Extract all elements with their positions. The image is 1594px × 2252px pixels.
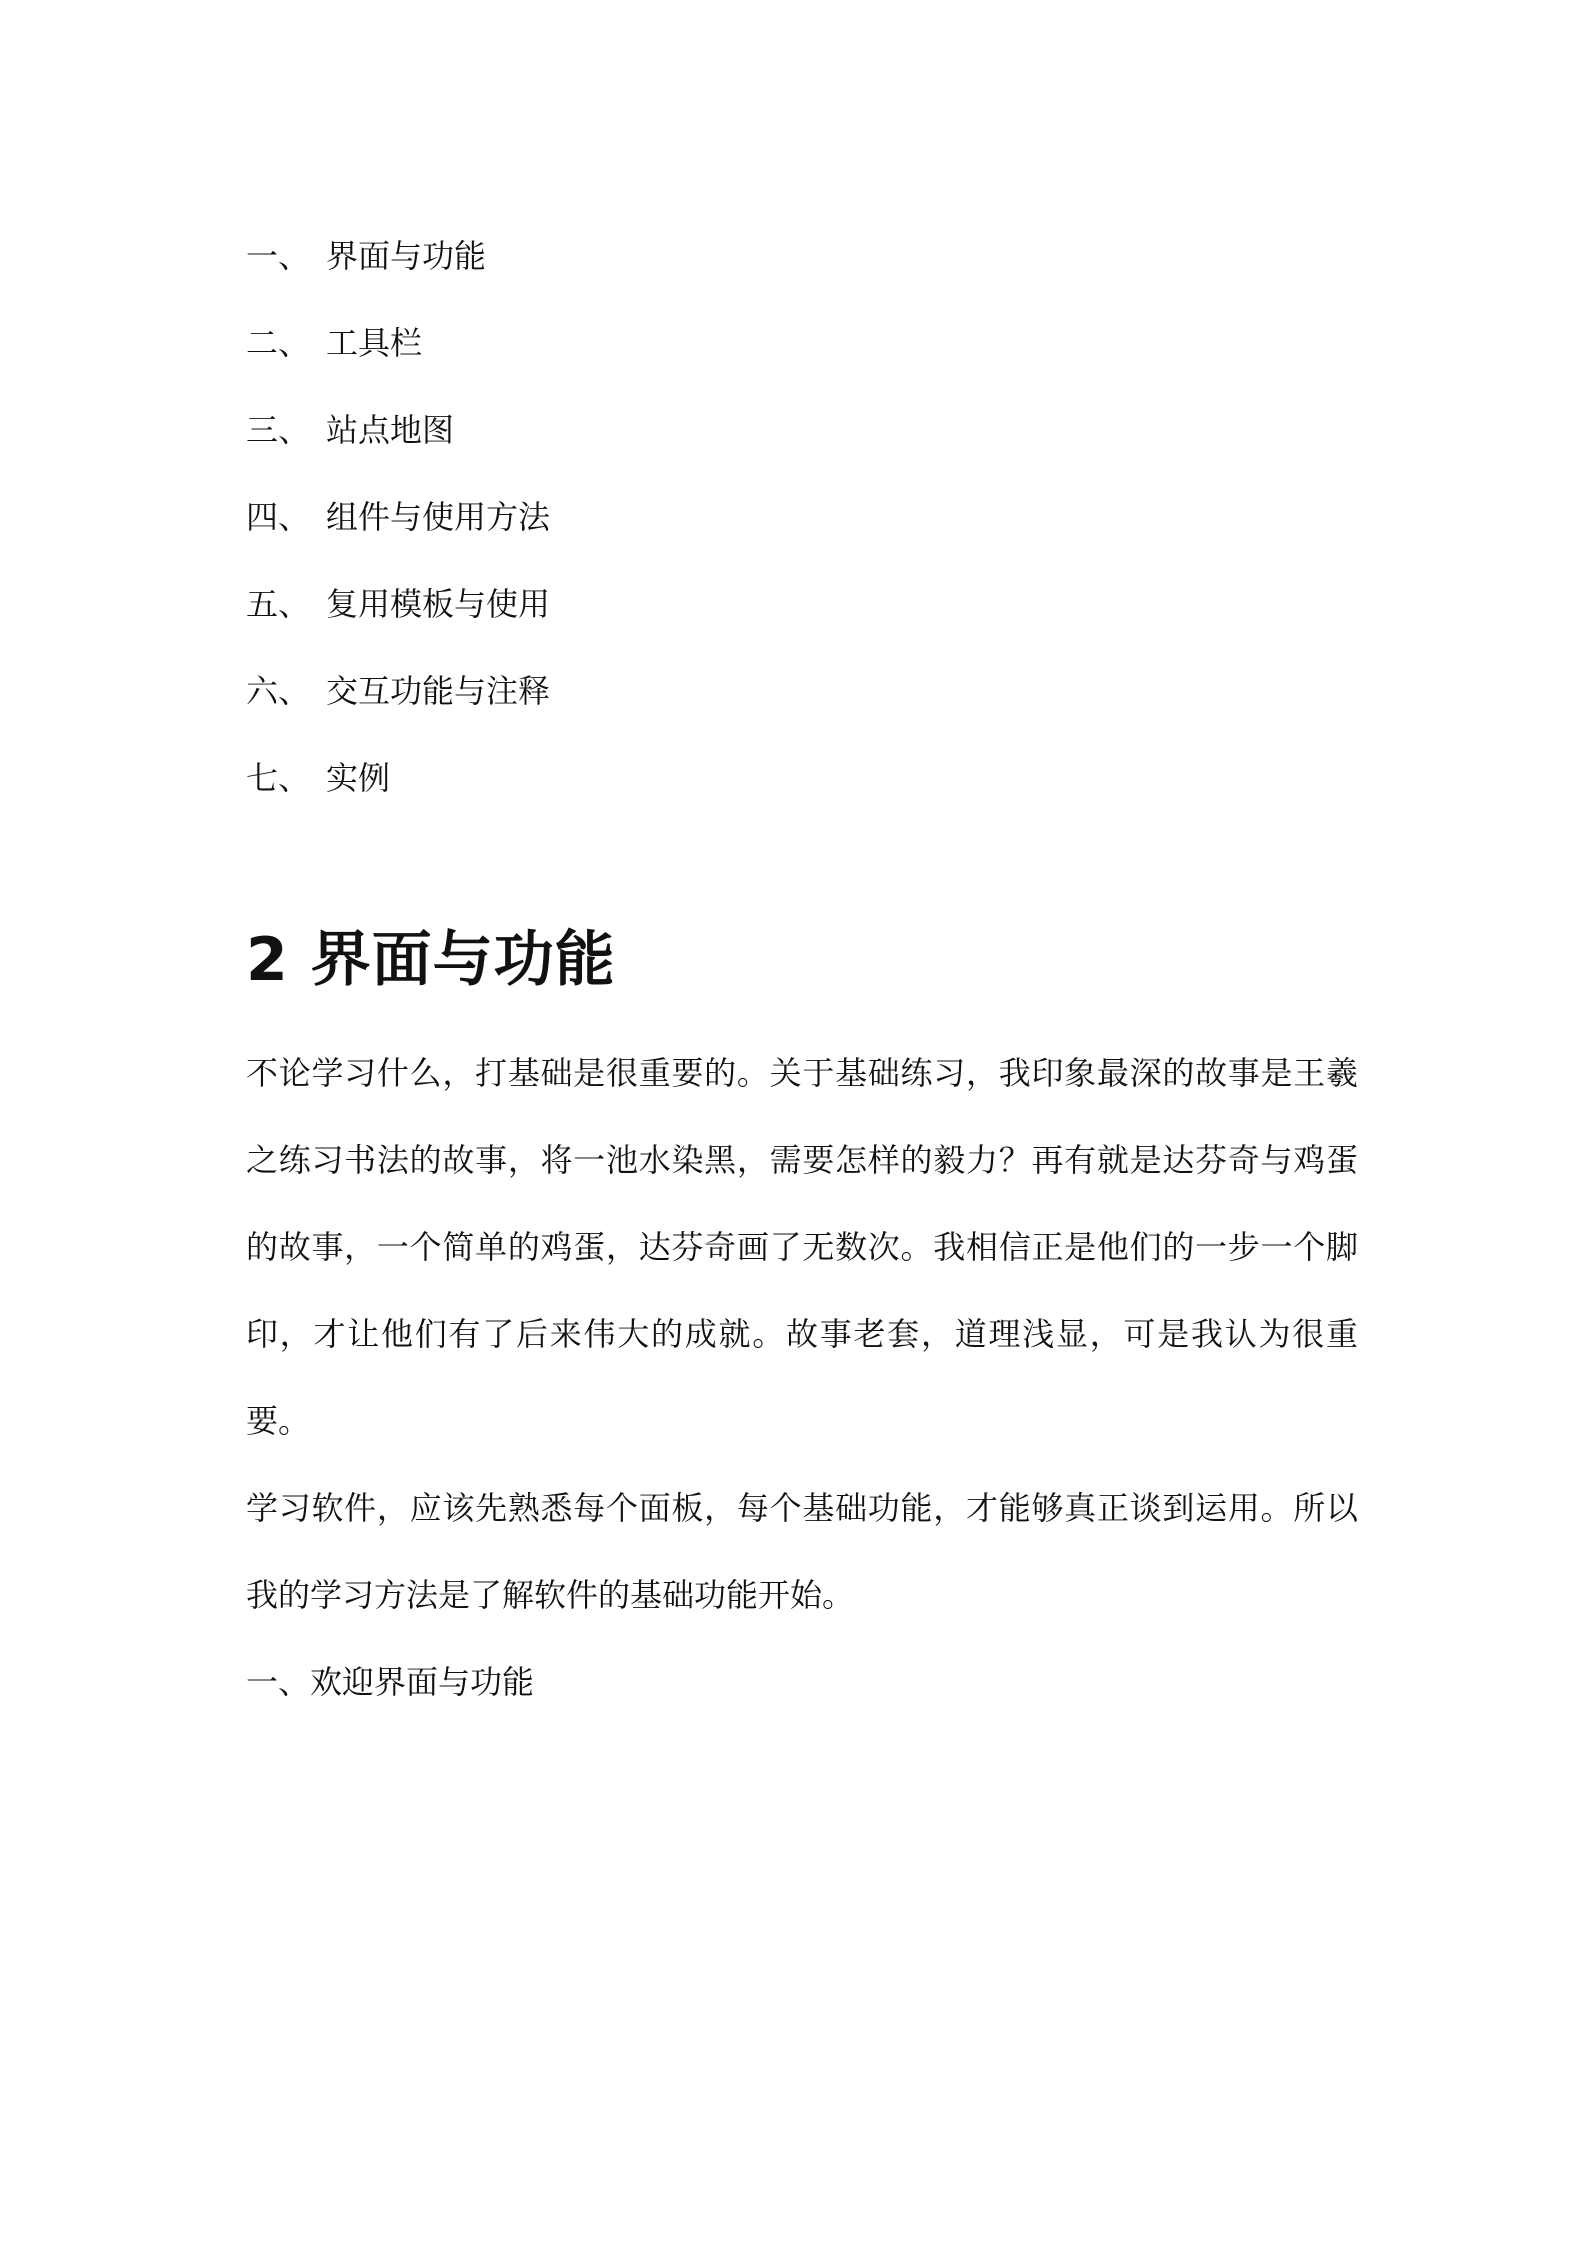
toc-item-label: 交互功能与注释	[326, 671, 551, 710]
subsection-heading: 一、欢迎界面与功能	[246, 1663, 535, 1701]
toc-item-number: 七、	[246, 758, 311, 797]
toc-item	[246, 212, 1046, 299]
section-body	[246, 1030, 1358, 1726]
body-paragraph: 学习软件，应该先熟悉每个面板，每个基础功能，才能够真正谈到运用。所以我的学习方法是了解软件的基础功能开始。	[246, 1489, 1358, 1614]
toc-item	[246, 386, 1046, 473]
section-heading: 2 界面与功能	[246, 925, 616, 996]
table-of-contents	[246, 212, 1046, 821]
toc-item-label: 复用模板与使用	[326, 584, 551, 623]
toc-item-label: 界面与功能	[326, 236, 487, 275]
toc-item	[246, 560, 1046, 647]
toc-item	[246, 734, 1046, 821]
toc-item-label: 工具栏	[326, 323, 423, 362]
toc-item-number: 三、	[246, 410, 311, 449]
toc-item-number: 四、	[246, 497, 311, 536]
toc-item-number: 五、	[246, 584, 311, 623]
toc-item-label: 实例	[326, 758, 391, 797]
toc-item	[246, 473, 1046, 560]
toc-item-number: 一、	[246, 236, 311, 275]
toc-item	[246, 299, 1046, 386]
toc-item-label: 组件与使用方法	[326, 497, 551, 536]
toc-item-label: 站点地图	[326, 410, 455, 449]
body-paragraph: 不论学习什么，打基础是很重要的。关于基础练习，我印象最深的故事是王羲之练习书法的故事，将一池水染黑，需要怎样的毅力？再有就是达芬奇与鸡蛋的故事，一个简单的鸡蛋，达芬奇画了无数次。我相信正是他们的一步一个脚印，才让他们有了后来伟大的成就。故事老套，道理浅显，可是我认为很重要。	[246, 1054, 1358, 1440]
toc-item-number: 六、	[246, 671, 311, 710]
toc-item	[246, 647, 1046, 734]
toc-item-number: 二、	[246, 323, 311, 362]
